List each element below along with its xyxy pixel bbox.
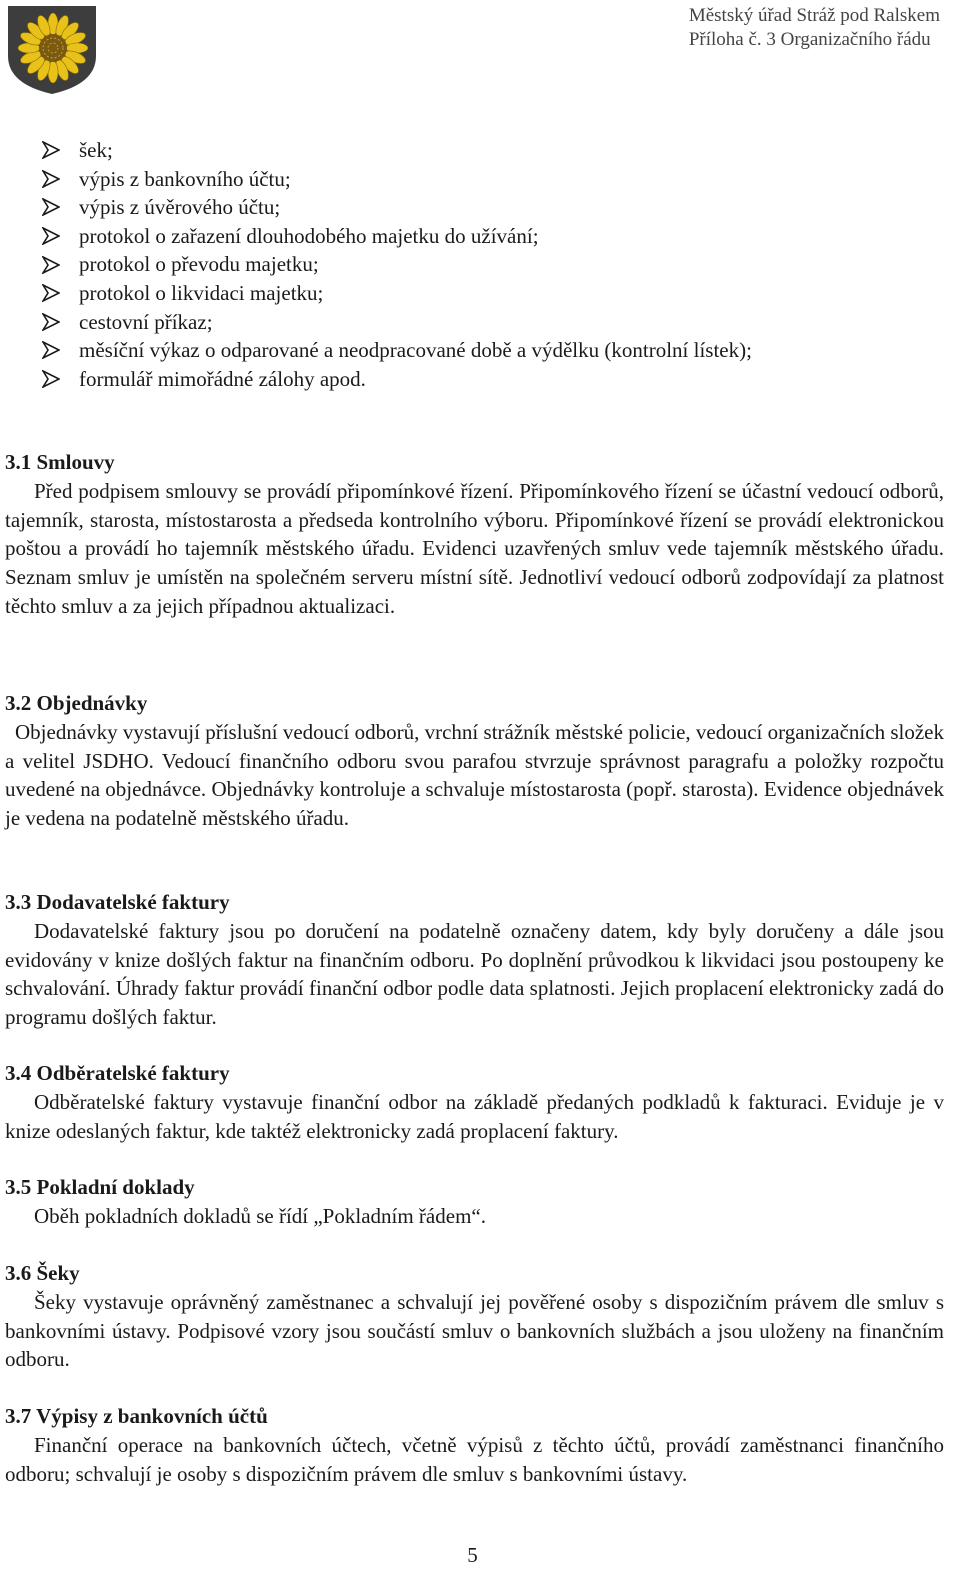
section-title: 3.6 Šeky [5,1261,80,1285]
section-contracts [5,448,944,621]
section-body: Před podpisem smlouvy se provádí připomínkové řízení. Připomínkového řízení se účastní vedoucí odborů, tajemník, starosta, místostarosta a předseda kontrolního výboru. Připomínkové řízení se provádí elektronickou poštou a provádí ho tajemník městského úřadu. Evidenci uzavřených smluv vede tajemník městského úřadu. Seznam smluv je umístěn na společném serveru místní sítě. Jednotliví vedoucí odborů zodpovídají za platnost těchto smluv a za jejich případnou aktualizaci. [5,479,944,618]
list-item-text: formulář mimořádné zálohy apod. [79,366,366,391]
list-item [42,365,752,394]
list-item-text: protokol o zařazení dlouhodobého majetku do užívání; [79,223,539,248]
section-title: 3.2 Objednávky [5,691,148,715]
arrow-bullet-icon [42,284,79,302]
section-title: 3.4 Odběratelské faktury [5,1061,230,1085]
list-item [42,165,752,194]
list-item [42,336,752,365]
list-item-text: měsíční výkaz o odparované a neodpracované době a výdělku (kontrolní lístek); [79,338,752,363]
section-title: 3.1 Smlouvy [5,450,115,474]
document-header [689,4,940,52]
arrow-bullet-icon [42,198,79,216]
arrow-bullet-icon [42,141,79,159]
arrow-bullet-icon [42,227,79,245]
section-customer-invoices [5,1059,944,1145]
section-cash-documents [5,1173,944,1231]
section-orders [5,689,944,833]
section-checks [5,1259,944,1374]
list-item-text: cestovní příkaz; [79,309,213,334]
section-body: Finanční operace na bankovních účtech, včetně výpisů z těchto účtů, provádí zaměstnanci finančního odboru; schvalují je osoby s dispozičním právem dle smluv s bankovními ústavy. [5,1433,944,1486]
section-title: 3.7 Výpisy z bankovních účtů [5,1404,268,1428]
list-item-text: výpis z úvěrového účtu; [79,195,281,220]
section-title: 3.3 Dodavatelské faktury [5,890,230,914]
section-bank-statements [5,1402,944,1488]
list-item [42,250,752,279]
coat-of-arms-logo-icon [6,4,98,96]
list-item [42,222,752,251]
section-body: Odběratelské faktury vystavuje finanční odbor na základě předaných podkladů k fakturaci. Eviduje je v knize odeslaných faktur, kde taktéž elektronicky zadá proplacení faktury. [5,1090,944,1143]
list-item [42,193,752,222]
section-body: Objednávky vystavují příslušní vedoucí odborů, vrchní strážník městské policie, vedoucí organizačních složek a velitel JSDHO. Vedoucí finančního odboru svou parafou stvrzuje správnost paragrafu a položky rozpočtu uvedené na objednávce. Objednávky kontroluje a schvaluje místostarosta (popř. starosta). Evidence objednávek je vedena na podatelně městského úřadu. [5,720,944,831]
list-item-text: šek; [79,138,113,162]
list-item [42,279,752,308]
arrow-bullet-icon [42,341,79,359]
header-organization: Městský úřad Stráž pod Ralskem [688,5,940,26]
arrow-bullet-icon [42,313,79,331]
page-number: 5 [467,1543,478,1567]
list-item-text: protokol o likvidaci majetku; [79,280,324,305]
arrow-bullet-icon [42,170,79,188]
list-item-text: protokol o převodu majetku; [79,252,319,277]
section-supplier-invoices [5,888,944,1032]
document-type-list [42,136,752,393]
section-body: Dodavatelské faktury jsou po doručení na podatelně označeny datem, kdy byly doručeny a dále jsou evidovány v knize došlých faktur na finančním odboru. Po doplnění průvodkou k likvidaci jsou postoupeny ke schvalování. Úhrady faktur provádí finanční odbor podle data splatnosti. Jejich proplacení elektronicky zadá do programu došlých faktur. [5,919,944,1030]
header-annex: Příloha č. 3 Organizačního řádu [688,29,931,50]
section-body: Oběh pokladních dokladů se řídí „Pokladním řádem“. [34,1204,486,1228]
list-item [42,308,752,337]
list-item [42,136,752,165]
arrow-bullet-icon [42,370,79,388]
arrow-bullet-icon [42,256,79,274]
section-title: 3.5 Pokladní doklady [5,1175,195,1199]
list-item-text: výpis z bankovního účtu; [79,166,291,191]
section-body: Šeky vystavuje oprávněný zaměstnanec a schvalují jej pověřené osoby s dispozičním právem dle smluv s bankovními ústavy. Podpisové vzory jsou součástí smluv o bankovních službách a jsou uloženy na finančním odboru. [5,1290,944,1372]
